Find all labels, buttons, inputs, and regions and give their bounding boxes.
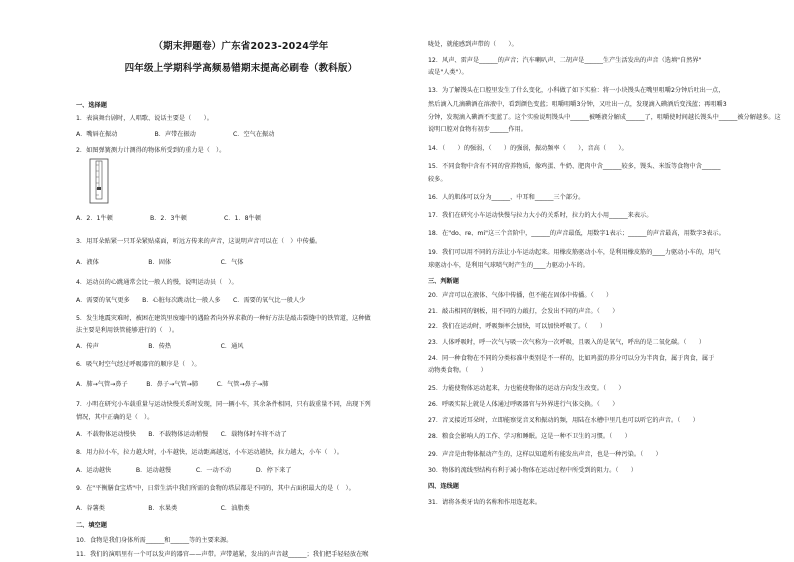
- question-line: 25．力能使物体运动起来，力也能使物体的运动方向发生改变。（ ）: [428, 385, 625, 392]
- exam-title-line2: 四年级上学期科学高频易错期末提高必刷卷（教科版）: [124, 63, 358, 74]
- question-line: 5．发生地震灾难时，被困在建筑里废墟中的遇险者向外界求救的一种好方法是敲击裂缝中的铁管道，这种做: [76, 315, 371, 322]
- question-line: 法主要是利用铁管能够进行的（ ）。: [76, 327, 179, 334]
- spring-scale-figure-icon: [88, 157, 110, 205]
- question-line: 2．如图弹簧测力计测得的物体所受到的重力是（ ）。: [76, 147, 226, 154]
- question-line: 28．粮食会影响人的工作、学习和睡眠。这是一种不卫生的习惯。（ ）: [428, 433, 631, 440]
- question-line: 15．不同食物中含有不同的营养物质，像鸡蛋、牛奶、肥肉中含______较多，馒头、米饭等食物中含______: [428, 163, 721, 170]
- question-line: 然后滴入几滴碘酒在溶液中，看到颜色变蓝；咀嚼咀嚼3分钟，又吐出一点，发现滴入碘酒后变浅蓝；再咀嚼3: [428, 101, 727, 108]
- question-line: 11．我们的演唱里有一个可以发声的器官——声带。声带越紧，发出的声音越______；我们把手轻轻放在喉: [76, 551, 369, 558]
- question-line: 19．我们可以用不同的方法让小车运动起来。用橡皮筋驱动小车，是利用橡皮筋的____力驱动小车的，用气: [428, 249, 721, 256]
- question-line: 球驱动小车，是利用气球喷气时产生的____力驱动小车的。: [428, 262, 589, 269]
- question-line: 29．声音是由物体振动产生的，这样以知道所有能发出声音，也是一种污染。（ ）: [428, 451, 662, 458]
- section-heading: 一、选择题: [76, 102, 107, 109]
- question-line: A．运动越快 B．运动越慢 C．一动不动 D．停下来了: [76, 467, 292, 474]
- question-line: A．谷薯类 B．水果类 C．油脂类: [76, 505, 250, 512]
- section-heading: 二、填空题: [76, 522, 107, 529]
- question-line: 16．人的肌体可以分为______、中耳和______三个部分。: [428, 194, 585, 201]
- question-line: 24．同一种食物在不同的分类标准中类别是不一样的，比如鸡蛋的养分可以分为半肉食，属于肉食，属于: [428, 355, 715, 362]
- question-line: A．传声 B．传热 C．通风: [76, 343, 244, 350]
- question-line: 7．小明在研究小车载重量与运动快慢关系时发现，同一辆小车，其余条件相同，只有载重量不同，出现下列: [76, 401, 371, 408]
- question-line: A．肺→气管→鼻子 B．鼻子→气管→肺 C．气管→鼻子→肺: [76, 381, 269, 388]
- question-line: 31．请将各类牙齿的名称和作用连起来。: [428, 499, 542, 506]
- question-line: 20．声音可以在液体、气体中传播，但不能在固体中传播。（ ）: [428, 292, 613, 299]
- question-line: 9．在"平衡膳食宝塔"中，日常生活中我们所需的食物的塔层都是不同的，其中占面积最大的是（ ）。: [76, 485, 355, 492]
- question-line: A．不载物体运动慢快 B．不载物体运动稍慢 C．载物体时车将不动了: [76, 431, 287, 438]
- question-line: 12．风声、雷声是______的声音；汽车喇叭声、二胡声是______生产生活发出的声音（选填"自然界": [428, 57, 702, 64]
- question-line: 较多。: [428, 176, 447, 183]
- question-line: 13．为了解馒头在口腔里发生了什么变化，小科做了如下实验：将一小块馒头在嘴里咀嚼2分钟后吐出一点，: [428, 87, 725, 94]
- question-line: 18．在"do、re、mi"这三个音阶中，______的声音最低，用数字1表示；______的声音最高，用数字3表示。: [428, 230, 725, 237]
- section-heading: 三、判断题: [428, 278, 459, 285]
- question-line: 咙处，就能感到声带的（ ）。: [428, 41, 518, 48]
- exam-title-line1: （期末押题卷）广东省2023-2024学年: [153, 41, 329, 52]
- question-line: 14．（ ）的强弱，（ ）的强弱，振动频率（ ），音高（ ）。: [428, 145, 628, 152]
- question-line: 21．敲击相同的钢板，用不同的力敲打，会发出不同的声音。（ ）: [428, 308, 619, 315]
- question-line: 动物类食物。（ ）: [428, 367, 487, 374]
- question-line: 6．吸气时空气经过呼吸器官的顺序是（ ）。: [76, 361, 201, 368]
- question-line: 说明口腔对食物有初步______作用。: [428, 126, 527, 133]
- question-line: 8．用力拉小车，拉力越大时，小车越快，运动距离越远，小车运动越快，拉力越大，小车（ ）。: [76, 449, 343, 456]
- question-line: 30．物体的流线型结构有利于减小物体在运动过程中所受到的阻力。（ ）: [428, 467, 637, 474]
- question-line: 27．音叉接近耳朵时，立即能察觉音叉和振动的频，用陆在水槽中里几也可以听它的声音。（ ）: [428, 417, 699, 424]
- question-line: 或是"人类"）。: [428, 69, 468, 76]
- question-line: A．需要的氧气更多 B．心脏每次跳动比一般人多 C．需要的氧气比一般人少: [76, 297, 306, 304]
- question-line: A．嘴唇在振动 B．声带在振动 C．空气在振动: [76, 131, 275, 138]
- question-line: 22．我们在运动时，呼吸频率会加快，可以加快呼吸了。（ ）: [428, 323, 607, 330]
- question-line: 17．我们在研究小车运动快慢与拉力大小的关系时，拉力的大小用______来表示。: [428, 212, 653, 219]
- question-line: 10．食物是我们身体所需______和______等的主要来源。: [76, 537, 233, 544]
- question-line: 26．呼吸实际上就是人体通过呼吸器官与外界进行气体交换。（ ）: [428, 401, 619, 408]
- question-line: A．2．1牛顿 B．2．3牛顿 C．1．8牛顿: [76, 215, 261, 222]
- section-heading: 四、连线题: [428, 483, 459, 490]
- question-line: A．液体 B．固体 C．气体: [76, 259, 244, 266]
- question-line: 1．表演舞台剧时，人唱歌、说话主要是（ ）。: [76, 115, 213, 122]
- question-line: 23．人体呼吸时，呼一次气与吸一次气称为一次呼吸，且吸入的是氧气，呼出的是二氧化碳。（ ）: [428, 339, 706, 346]
- question-line: 4．运动员的心跳通常会比一般人的慢，说明运动员（ ）。: [76, 279, 238, 286]
- question-line: 情况，其中正确的是（ ）。: [76, 414, 154, 421]
- question-line: 分钟，发现滴入碘酒不变蓝了。这个实验说明馒头中______被唾液分解成______了，咀嚼使时间越长馒头中______被分解越多。这: [428, 114, 781, 121]
- question-line: 3．用耳朵贴紧一只耳朵紧贴桌面，听远方传来的声音，这说明声音可以在（ ）中传播。: [76, 238, 322, 245]
